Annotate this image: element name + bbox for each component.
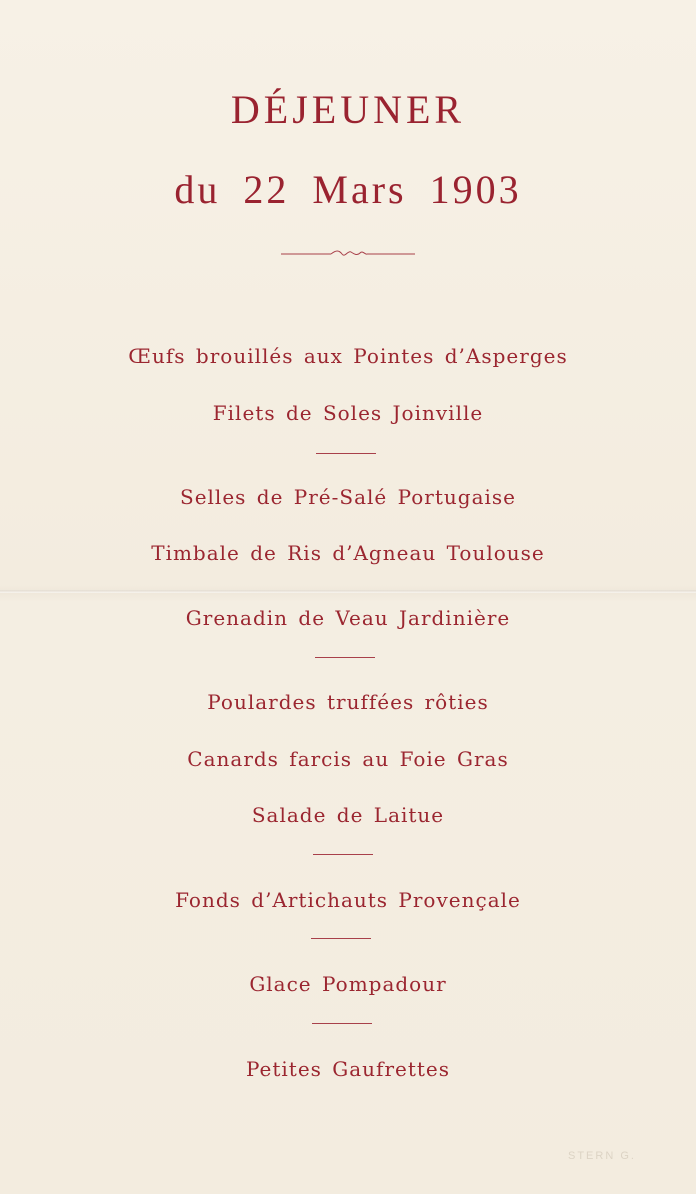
card-fold bbox=[0, 590, 696, 593]
menu-item-oeufs: Œufs brouillés aux Pointes d’Asperges bbox=[128, 344, 568, 368]
menu-item-grenadin: Grenadin de Veau Jardinière bbox=[185, 606, 511, 630]
menu-date: du 22 Mars 1903 bbox=[174, 167, 522, 212]
course-divider bbox=[312, 1023, 372, 1024]
menu-item-glace: Glace Pompadour bbox=[249, 972, 447, 996]
menu-item-gaufrettes: Petites Gaufrettes bbox=[245, 1057, 451, 1081]
menu-item-artichauts: Fonds d’Artichauts Provençale bbox=[175, 888, 521, 912]
menu-title: DÉJEUNER bbox=[230, 87, 466, 132]
printer-imprint: STERN G. bbox=[568, 1150, 636, 1162]
menu-item-timbale: Timbale de Ris d’Agneau Toulouse bbox=[151, 541, 545, 565]
menu-item-selles: Selles de Pré-Salé Portugaise bbox=[180, 485, 516, 509]
menu-item-canards: Canards farcis au Foie Gras bbox=[187, 747, 509, 771]
course-divider bbox=[316, 453, 376, 454]
menu-item-salade: Salade de Laitue bbox=[251, 803, 445, 827]
menu-item-soles: Filets de Soles Joinville bbox=[212, 401, 484, 425]
menu-item-poulardes: Poulardes truffées rôties bbox=[207, 690, 489, 714]
course-divider bbox=[313, 854, 373, 855]
course-divider bbox=[315, 657, 375, 658]
flourish-ornament bbox=[281, 244, 415, 262]
course-divider bbox=[311, 938, 371, 939]
